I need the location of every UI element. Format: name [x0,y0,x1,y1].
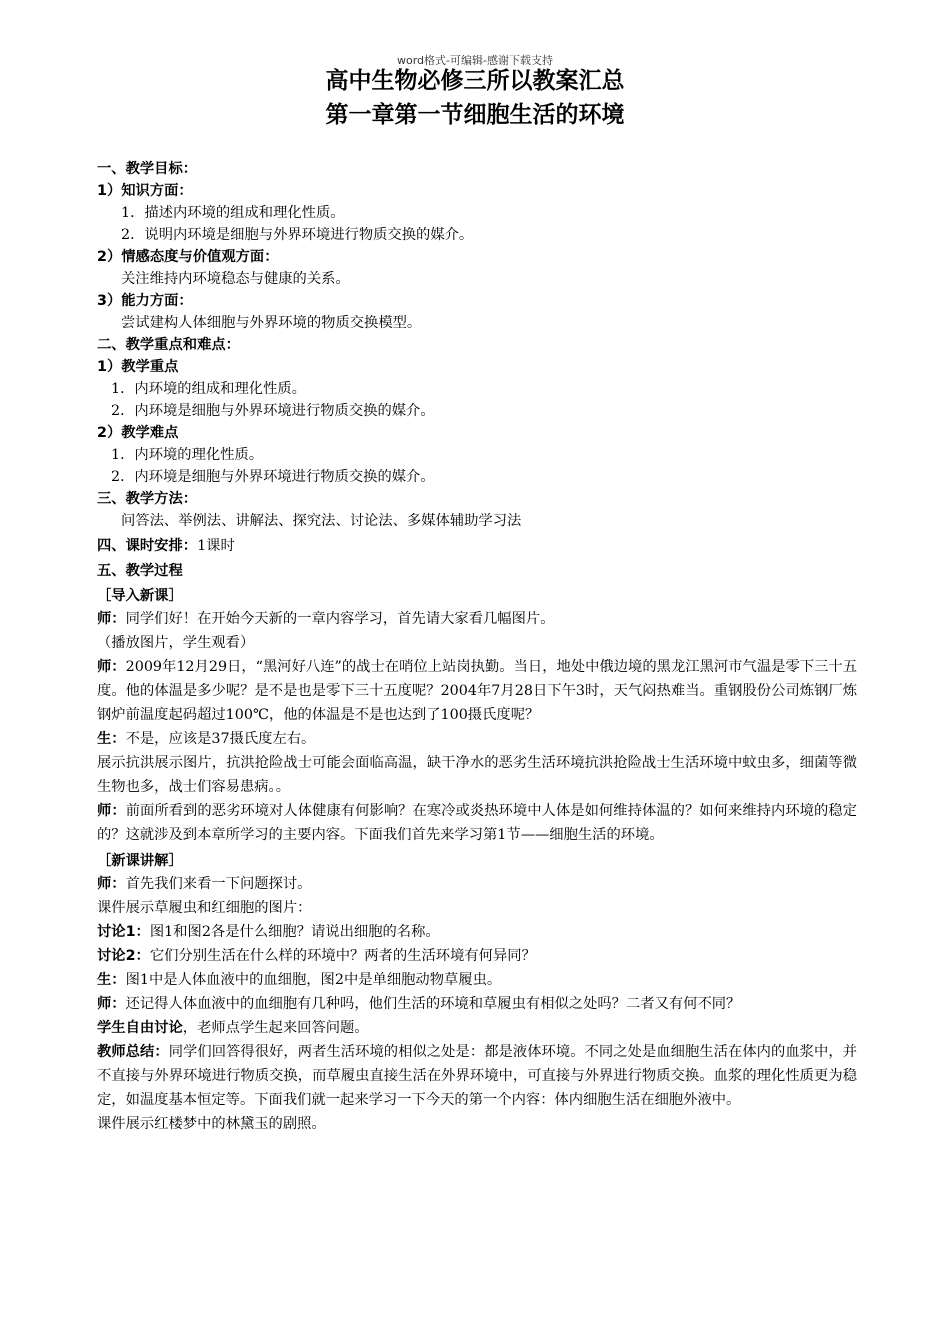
dialogue-paragraph [97,727,857,751]
list-item: 2．内环境是细胞与外界环境进行物质交换的媒介。 [111,469,435,485]
schedule-line [97,535,857,557]
section-heading-methods: 三、教学方法： [97,491,198,507]
speaker-label: 生： [97,972,126,988]
dialogue-paragraph [97,655,857,727]
ability-text: 尝试建构人体细胞与外界环境的物质交换模型。 [121,315,422,331]
dialogue-paragraph [97,944,857,968]
methods-text: 问答法、举例法、讲解法、探究法、讨论法、多媒体辅助学习法 [121,513,522,529]
speaker-label: 讨论2： [97,948,150,964]
paragraph: 课件展示红楼梦中的林黛玉的剧照。 [97,1116,326,1132]
new-lesson-label: ［新课讲解］ [97,853,183,869]
paragraph-text: 首先我们来看一下问题探讨。 [125,876,312,892]
speaker-label: 师： [97,659,126,675]
intro-label: ［导入新课］ [97,588,183,604]
dialogue-paragraph [97,992,857,1016]
paragraph-text: 同学们回答得很好，两者生活环境的相似之处是：都是液体环境。不同之处是血细胞生活在体内的血浆中，并不直接与外界环境进行物质交换，而草履虫直接生活在外界环境中，可直接与外界进行物质交换。血浆的理化性质更为稳定，如温度基本恒定等。下面我们就一起来学习一下今天的第一个内容：体内细胞生活在细胞外液中。 [97,1044,857,1108]
watermark-text: word格式-可编辑-感谢下载支持 [397,54,553,67]
dialogue-paragraph [97,607,857,631]
section-heading-goals: 一、教学目标： [97,161,198,177]
paragraph-text: 不是，应该是37摄氏度左右。 [125,731,316,747]
dialogue-paragraph [97,920,857,944]
paragraph-text: ，老师点学生起来回答问题。 [182,1020,369,1036]
dialogue-paragraph [97,968,857,992]
dialogue-paragraph [97,1016,857,1040]
subheading-ability: 3）能力方面： [97,293,193,309]
paragraph-text: 图1中是人体血液中的血细胞，图2中是单细胞动物草履虫。 [125,972,502,988]
speaker-label: 师： [97,876,126,892]
subheading-key: 1）教学重点 [97,359,179,375]
section-heading-process: 五、教学过程 [97,563,183,579]
paragraph-text: 同学们好！在开始今天新的一章内容学习，首先请大家看几幅图片。 [125,611,555,627]
document-title: 高中生物必修三所以教案汇总 [325,68,625,94]
paragraph: 课件展示草履虫和红细胞的图片： [97,900,312,916]
speaker-label: 师： [97,611,126,627]
speaker-label: 学生自由讨论 [97,1020,183,1036]
paragraph-text: 还记得人体血液中的血细胞有几种吗，他们生活的环境和草履虫有相似之处吗？二者又有何不同？ [125,996,741,1012]
speaker-label: 教师总结： [97,1044,169,1060]
schedule-text: 1课时 [197,538,235,554]
paragraph-text: 它们分别生活在什么样的环境中？两者的生活环境有何异同？ [149,948,536,964]
stage-direction: （播放图片，学生观看） [97,635,255,651]
subheading-emotion: 2）情感态度与价值观方面： [97,249,279,265]
subheading-knowledge: 1）知识方面： [97,183,193,199]
document-body [97,158,857,1136]
list-item: 1．内环境的组成和理化性质。 [111,381,306,397]
paragraph-text: 前面所看到的恶劣环境对人体健康有何影响？在寒冷或炎热环境中人体是如何维持体温的？如何来维持内环境的稳定的？这就涉及到本章所学习的主要内容。下面我们首先来学习第1节——细胞生活的环境。 [97,803,858,843]
paragraph-text: 图1和图2各是什么细胞？请说出细胞的名称。 [149,924,440,940]
list-item: 1．描述内环境的组成和理化性质。 [121,205,345,221]
speaker-label: 师： [97,803,126,819]
list-item: 2．内环境是细胞与外界环境进行物质交换的媒介。 [111,403,435,419]
list-item: 1．内环境的理化性质。 [111,447,264,463]
dialogue-paragraph [97,1040,857,1112]
chapter-title: 第一章第一节细胞生活的环境 [325,102,625,128]
speaker-label: 师： [97,996,126,1012]
list-item: 2．说明内环境是细胞与外界环境进行物质交换的媒介。 [121,227,474,243]
emotion-text: 关注维持内环境稳态与健康的关系。 [121,271,350,287]
dialogue-paragraph [97,799,857,847]
paragraph: 展示抗洪展示图片，抗洪抢险战士可能会面临高温，缺干净水的恶劣生活环境抗洪抢险战士生活环境中蚊虫多，细菌等微生物也多，战士们容易患病。。 [97,755,857,795]
paragraph-text: 2009年12月29日，“黑河好八连”的战士在哨位上站岗执勤。当日，地处中俄边境的黑龙江黑河市气温是零下三十五度。他的体温是多少呢？是不是也是零下三十五度呢？2004年7月28日下午3时，天气闷热难当。重钢股份公司炼钢厂炼钢炉前温度起码超过100℃，他的体温是不是也达到了100摄氏度呢？ [97,659,857,723]
speaker-label: 生： [97,731,126,747]
dialogue-paragraph [97,872,857,896]
section-heading-key-points: 二、教学重点和难点： [97,337,240,353]
speaker-label: 讨论1： [97,924,150,940]
section-heading-schedule: 四、课时安排： [97,538,198,554]
subheading-difficulty: 2）教学难点 [97,425,179,441]
